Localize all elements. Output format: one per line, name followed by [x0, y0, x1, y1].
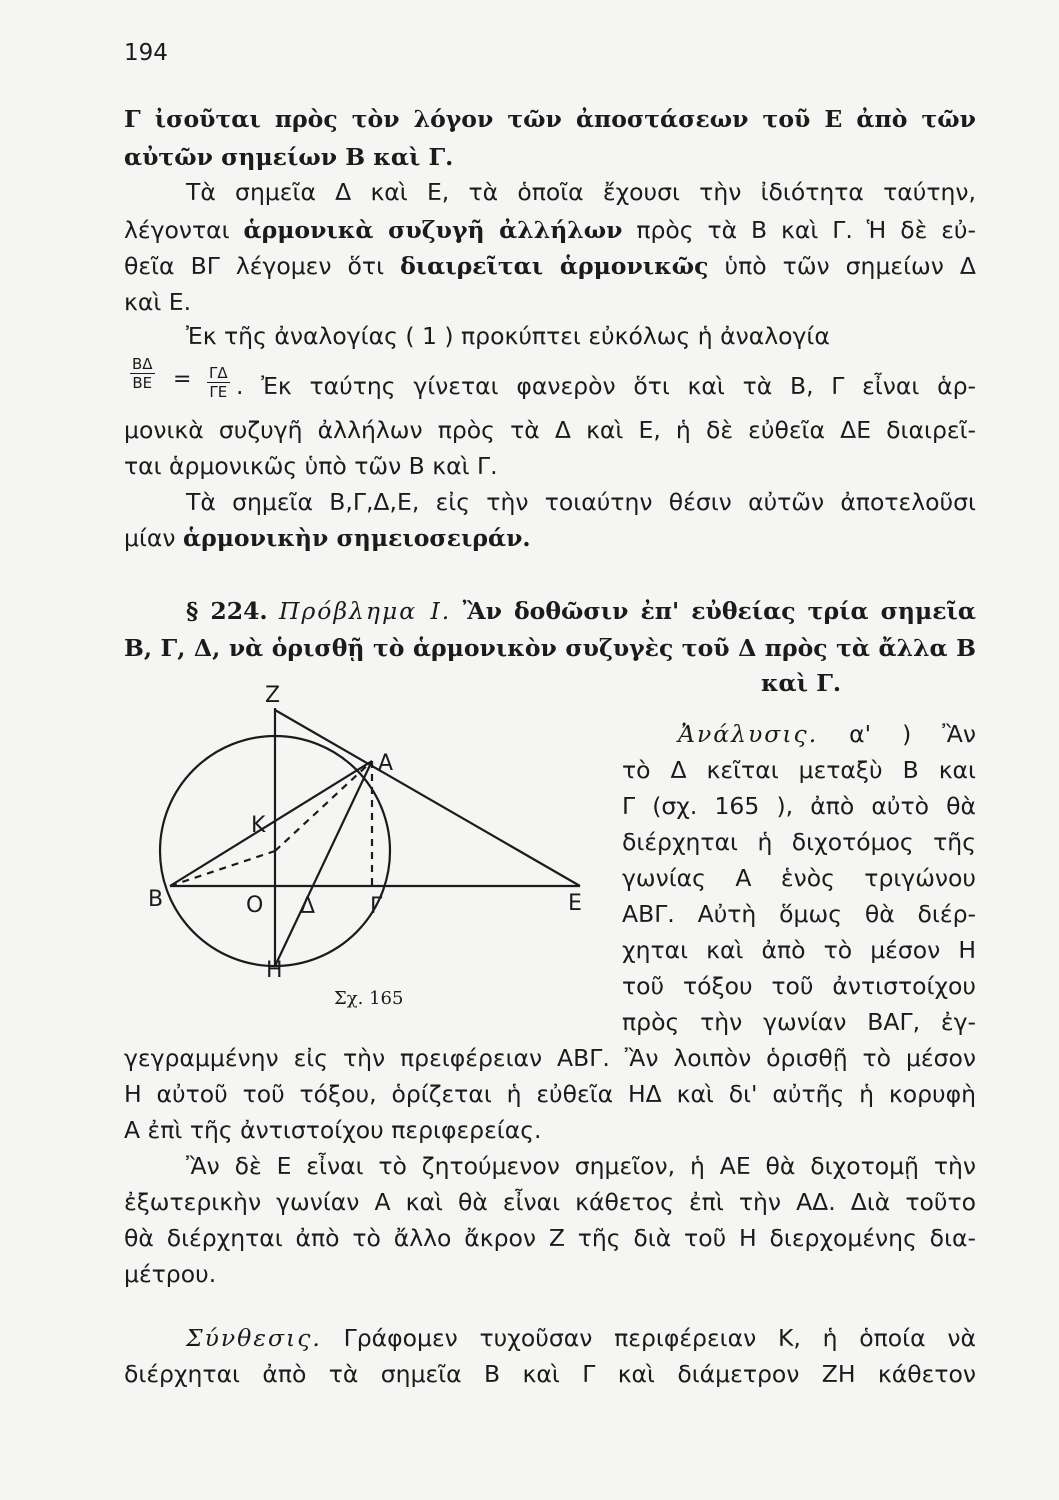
para4-line1: Τὰ σημεῖα Β,Γ,Δ,Ε, εἰς τὴν τοιαύτην θέσιν αὐτῶν ἀποτελοῦσι: [186, 488, 976, 516]
synthesis-line2: διέρχηται ἀπὸ τὰ σημεῖα Β καὶ Γ καὶ διάμετρον ΖΗ κάθετον: [124, 1360, 976, 1388]
geometry-figure: [140, 680, 600, 1010]
para5-line2: ἐξωτερικὴν γωνίαν Α καὶ θὰ εἶναι κάθετος ἐπὶ τὴν ΑΔ. Διὰ τοῦτο: [124, 1188, 976, 1216]
problem-line3: καὶ Γ.: [760, 669, 842, 697]
para3-line3: μονικὰ συζυγῆ ἀλλήλων πρὸς τὰ Δ καὶ Ε, ἡ δὲ εὐθεῖα ΔΕ διαιρεῖ-: [124, 416, 976, 444]
analysis-line1: Ἀνάλυσις. α' ) Ἂν: [678, 720, 976, 748]
analysis-line2: τὸ Δ κεῖται μεταξὺ Β και: [622, 756, 976, 784]
analysis-line7: χηται καὶ ἀπὸ τὸ μέσον Η: [622, 936, 976, 964]
para2-line3: θεῖα ΒΓ λέγομεν ὅτι διαιρεῖται ἁρμονικῶς ὑπὸ τῶν σημείων Δ: [124, 252, 976, 280]
synthesis-label: Σύνθεσις.: [186, 1324, 322, 1352]
label-Z: Z: [265, 683, 281, 708]
label-G: Γ: [370, 894, 383, 919]
para5-line3: θὰ διέρχηται ἀπὸ τὸ ἄλλο ἄκρον Ζ τῆς διὰ τοῦ Η διερχομένης δια-: [124, 1224, 976, 1252]
line-ZE: [275, 710, 580, 886]
para4-line2: μίαν ἁρμονικὴν σημειοσειράν.: [124, 524, 531, 552]
para3-line2: . Ἐκ ταύτης γίνεται φανερὸν ὅτι καὶ τὰ Β, Γ εἶναι ἁρ-: [236, 372, 976, 400]
equals-sign: =: [173, 367, 192, 392]
analysis-line3: Γ (σχ. 165 ), ἀπὸ αὐτὸ θὰ: [622, 792, 976, 820]
fraction-left-denominator: ΒΕ: [132, 374, 153, 392]
label-H: H: [266, 958, 283, 983]
fraction-right-denominator: ΓΕ: [209, 383, 228, 401]
radius-KA-dashed: [275, 761, 372, 851]
para2-line4: καὶ Ε.: [124, 288, 192, 316]
para3-line4: ται ἁρμονικῶς ὑπὸ τῶν Β καὶ Γ.: [124, 452, 498, 480]
label-A: A: [378, 751, 394, 776]
label-O: O: [246, 893, 264, 918]
figure-caption: Σχ. 165: [334, 988, 404, 1009]
label-E: E: [568, 891, 582, 916]
label-K: K: [251, 813, 266, 838]
fraction-left: [130, 355, 155, 392]
para5-line4: μέτρου.: [124, 1260, 217, 1288]
problem-line1: § 224. Πρόβλημα Ι. Ἂν δοθῶσιν ἐπ' εὐθείας τρία σημεῖα: [186, 597, 976, 625]
problem-line2: Β, Γ, Δ, νὰ ὁρισθῇ τὸ ἁρμονικὸν συζυγὲς τοῦ Δ πρὸς τὰ ἄλλα Β: [124, 634, 976, 662]
analysis-line5: γωνίας Α ἑνὸς τριγώνου: [622, 864, 976, 892]
label-B: B: [148, 887, 164, 912]
label-D: Δ: [300, 894, 316, 919]
problem-label: Πρόβλημα Ι.: [278, 597, 452, 625]
analysis-line4: διέρχηται ἡ διχοτόμος τῆς: [622, 828, 976, 856]
page-number: 194: [124, 40, 168, 66]
analysis-line6: ΑΒΓ. Αὐτὴ ὅμως θὰ διέρ-: [622, 900, 976, 928]
analysis-line8: τοῦ τόξου τοῦ ἀντιστοίχου: [622, 972, 976, 1000]
analysis-label: Ἀνάλυσις.: [678, 720, 819, 748]
line-BK-dashed: [170, 851, 275, 886]
para1-line1: Γ ἰσοῦται πρὸς τὸν λόγον τῶν ἀποστάσεων τοῦ Ε ἀπὸ τῶν: [124, 105, 976, 133]
para1-line2: αὐτῶν σημείων Β καὶ Γ.: [124, 143, 454, 171]
fraction-right: [207, 364, 230, 401]
fraction-right-numerator: ΓΔ: [209, 364, 228, 382]
synthesis-line1: Σύνθεσις. Γράφομεν τυχοῦσαν περιφέρειαν Κ, ἡ ὁποία νὰ: [186, 1324, 976, 1352]
para2-line2: λέγονται ἁρμονικὰ συζυγῆ ἀλλήλων πρὸς τὰ Β καὶ Γ. Ἡ δὲ εὐ-: [124, 216, 976, 244]
fraction-left-numerator: ΒΔ: [132, 355, 153, 373]
analysis-line9: πρὸς τὴν γωνίαν ΒΑΓ, ἐγ-: [622, 1008, 976, 1036]
para3-line1: Ἐκ τῆς ἀναλογίας ( 1 ) προκύπτει εὐκόλως ἡ ἀναλογία: [186, 322, 830, 350]
para5-line1: Ἂν δὲ Ε εἶναι τὸ ζητούμενον σημεῖον, ἡ ΑΕ θὰ διχοτομῇ τὴν: [186, 1152, 976, 1180]
analysis-line12: Α ἐπὶ τῆς ἀντιστοίχου περιφερείας.: [124, 1116, 542, 1144]
analysis-line10: γεγραμμένην εἰς τὴν πρειφέρειαν ΑΒΓ. Ἂν λοιπὸν ὁρισθῇ τὸ μέσον: [124, 1044, 976, 1072]
analysis-line11: Η αὐτοῦ τοῦ τόξου, ὁρίζεται ἡ εὐθεῖα ΗΔ καὶ δι' αὐτῆς ἡ κορυφὴ: [124, 1080, 976, 1108]
para2-line1: Τὰ σημεῖα Δ καὶ Ε, τὰ ὁποῖα ἔχουσι τὴν ἰδιότητα ταύτην,: [186, 178, 976, 206]
